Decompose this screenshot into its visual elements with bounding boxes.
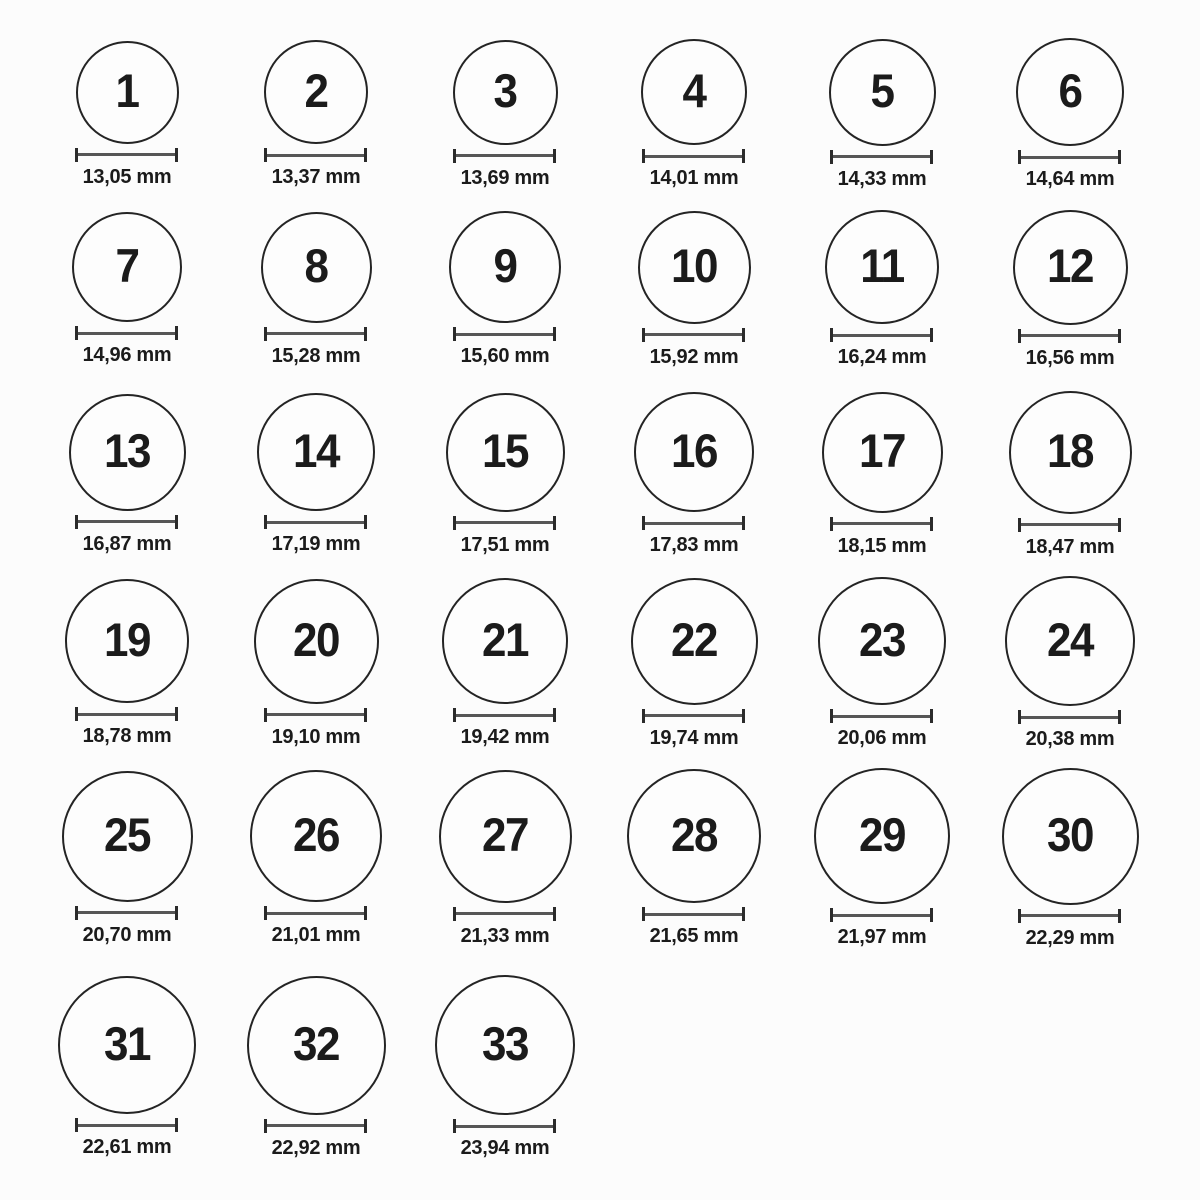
dimension-tick-right-icon: [930, 908, 933, 922]
diameter-dimension-line: [75, 1118, 178, 1132]
diameter-dimension-line: [642, 907, 745, 921]
ring-circle: [69, 394, 186, 511]
ring-circle: [825, 210, 939, 324]
diameter-dimension-line: [830, 517, 933, 531]
dimension-tick-right-icon: [1118, 518, 1121, 532]
diameter-dimension-line: [264, 515, 367, 529]
diameter-label: 13,37 mm: [271, 166, 361, 188]
ring-size-number: 13: [104, 425, 150, 478]
dimension-tick-left-icon: [453, 1119, 456, 1133]
diameter-label: 20,70 mm: [82, 923, 172, 946]
diameter-dimension-line: [75, 906, 178, 920]
ring-size-number: 14: [293, 425, 339, 478]
ring-circle: [453, 40, 558, 145]
diameter-label: 21,97 mm: [837, 926, 927, 948]
dimension-tick-right-icon: [364, 515, 367, 529]
dimension-tick-right-icon: [742, 516, 745, 530]
diameter-label: 19,42 mm: [460, 726, 550, 748]
diameter-dimension-line: [75, 326, 178, 340]
dimension-tick-right-icon: [742, 328, 745, 342]
dimension-tick-right-icon: [364, 327, 367, 341]
diameter-label: 17,19 mm: [271, 533, 361, 555]
ring-circle: [247, 976, 386, 1115]
ring-circle: [634, 392, 754, 512]
ring-size-number: 25: [104, 809, 150, 862]
diameter-dimension-line: [642, 516, 745, 530]
diameter-label: 18,47 mm: [1025, 535, 1115, 558]
ring-circle: [446, 393, 565, 512]
dimension-tick-left-icon: [1018, 518, 1021, 532]
ring-size-number: 24: [1047, 614, 1093, 667]
dimension-tick-left-icon: [830, 908, 833, 922]
dimension-tick-left-icon: [642, 328, 645, 342]
ring-size-number: 1: [115, 65, 139, 118]
diameter-label: 15,92 mm: [649, 345, 739, 368]
diameter-dimension-line: [264, 327, 367, 341]
ring-size-number: 18: [1047, 425, 1093, 478]
diameter-dimension-line: [264, 148, 367, 162]
ring-size-number: 4: [682, 65, 706, 118]
ring-circle: [58, 976, 196, 1114]
diameter-label: 15,60 mm: [460, 345, 550, 367]
ring-size-number: 21: [482, 614, 528, 667]
ring-circle: [442, 578, 568, 704]
dimension-tick-right-icon: [742, 907, 745, 921]
ring-circle: [449, 211, 561, 323]
dimension-tick-right-icon: [930, 517, 933, 531]
dimension-tick-right-icon: [930, 709, 933, 723]
ring-circle: [65, 579, 189, 703]
ring-size-number: 2: [304, 65, 328, 118]
ring-size-number: 29: [859, 809, 905, 862]
ring-circle: [1016, 38, 1124, 146]
dimension-tick-left-icon: [453, 708, 456, 722]
ring-size-number: 17: [859, 425, 905, 478]
dimension-tick-right-icon: [364, 1119, 367, 1133]
diameter-dimension-line: [264, 906, 367, 920]
dimension-tick-right-icon: [1118, 710, 1121, 724]
diameter-label: 20,38 mm: [1025, 728, 1115, 750]
diameter-label: 22,61 mm: [82, 1136, 172, 1158]
ring-circle: [627, 769, 761, 903]
dimension-tick-left-icon: [264, 148, 267, 162]
diameter-label: 18,15 mm: [837, 534, 927, 557]
dimension-tick-left-icon: [830, 150, 833, 164]
ring-size-number: 20: [293, 614, 339, 667]
ring-size-number: 27: [482, 809, 528, 862]
diameter-label: 22,92 mm: [271, 1136, 361, 1159]
ring-size-number: 19: [104, 614, 150, 667]
dimension-tick-left-icon: [830, 328, 833, 342]
dimension-tick-left-icon: [75, 515, 78, 529]
ring-circle: [1002, 768, 1139, 905]
dimension-tick-right-icon: [175, 326, 178, 340]
diameter-label: 21,33 mm: [460, 924, 550, 947]
diameter-dimension-line: [453, 708, 556, 722]
ring-circle: [257, 393, 375, 511]
diameter-label: 19,10 mm: [271, 725, 361, 748]
diameter-label: 22,29 mm: [1025, 926, 1115, 949]
diameter-dimension-line: [75, 707, 178, 721]
dimension-tick-left-icon: [264, 1119, 267, 1133]
ring-circle: [829, 39, 936, 146]
ring-size-number: 28: [671, 809, 717, 862]
ring-size-number: 12: [1047, 240, 1093, 293]
diameter-label: 16,56 mm: [1025, 346, 1115, 369]
diameter-label: 20,06 mm: [837, 727, 927, 749]
diameter-label: 14,96 mm: [82, 344, 172, 366]
ring-circle: [435, 975, 575, 1115]
dimension-tick-left-icon: [264, 708, 267, 722]
dimension-tick-left-icon: [1018, 710, 1021, 724]
ring-circle: [62, 771, 193, 902]
dimension-tick-right-icon: [175, 148, 178, 162]
dimension-tick-left-icon: [75, 1118, 78, 1132]
ring-circle: [822, 392, 943, 513]
ring-size-number: 30: [1047, 809, 1093, 862]
dimension-tick-right-icon: [930, 150, 933, 164]
dimension-tick-left-icon: [830, 517, 833, 531]
diameter-label: 14,64 mm: [1025, 168, 1115, 190]
diameter-label: 17,51 mm: [460, 533, 550, 556]
dimension-tick-right-icon: [553, 149, 556, 163]
dimension-tick-right-icon: [553, 1119, 556, 1133]
diameter-dimension-line: [830, 908, 933, 922]
diameter-dimension-line: [642, 709, 745, 723]
dimension-tick-left-icon: [264, 515, 267, 529]
ring-circle: [72, 212, 182, 322]
dimension-tick-right-icon: [175, 906, 178, 920]
diameter-dimension-line: [453, 516, 556, 530]
diameter-dimension-line: [453, 1119, 556, 1133]
dimension-tick-left-icon: [453, 149, 456, 163]
diameter-dimension-line: [75, 515, 178, 529]
ring-size-number: 26: [293, 809, 339, 862]
ring-size-number: 8: [304, 240, 328, 293]
ring-size-number: 6: [1058, 65, 1082, 118]
diameter-label: 19,74 mm: [649, 726, 739, 749]
ring-size-number: 11: [860, 240, 904, 293]
dimension-tick-left-icon: [75, 906, 78, 920]
ring-size-number: 23: [859, 614, 905, 667]
diameter-dimension-line: [830, 328, 933, 342]
ring-circle: [638, 211, 751, 324]
diameter-label: 14,01 mm: [649, 167, 739, 189]
ring-size-number: 5: [870, 65, 894, 118]
ring-size-number: 7: [115, 240, 139, 293]
diameter-label: 13,05 mm: [82, 165, 172, 188]
diameter-label: 16,24 mm: [837, 346, 927, 368]
dimension-tick-left-icon: [75, 707, 78, 721]
ring-circle: [631, 578, 758, 705]
ring-size-number: 33: [482, 1018, 528, 1071]
dimension-tick-left-icon: [642, 709, 645, 723]
dimension-tick-right-icon: [553, 708, 556, 722]
diameter-label: 21,65 mm: [649, 925, 739, 947]
diameter-dimension-line: [1018, 329, 1121, 343]
diameter-label: 14,33 mm: [837, 167, 927, 190]
ring-circle: [814, 768, 950, 904]
dimension-tick-right-icon: [742, 149, 745, 163]
dimension-tick-right-icon: [1118, 329, 1121, 343]
dimension-tick-left-icon: [453, 516, 456, 530]
ring-circle: [76, 41, 179, 144]
diameter-label: 15,28 mm: [271, 344, 361, 367]
diameter-dimension-line: [264, 1119, 367, 1133]
diameter-dimension-line: [453, 327, 556, 341]
ring-circle: [1005, 576, 1135, 706]
dimension-tick-right-icon: [742, 709, 745, 723]
diameter-dimension-line: [453, 149, 556, 163]
dimension-tick-left-icon: [264, 327, 267, 341]
dimension-tick-right-icon: [364, 148, 367, 162]
diameter-label: 17,83 mm: [649, 534, 739, 556]
dimension-tick-left-icon: [75, 148, 78, 162]
diameter-dimension-line: [453, 907, 556, 921]
ring-circle: [818, 577, 946, 705]
dimension-tick-left-icon: [453, 327, 456, 341]
dimension-tick-right-icon: [364, 708, 367, 722]
diameter-dimension-line: [75, 148, 178, 162]
diameter-dimension-line: [1018, 150, 1121, 164]
dimension-tick-left-icon: [264, 906, 267, 920]
ring-size-number: 16: [671, 425, 717, 478]
diameter-label: 18,78 mm: [82, 725, 172, 747]
diameter-label: 23,94 mm: [460, 1137, 550, 1159]
ring-circle: [439, 770, 572, 903]
diameter-label: 13,69 mm: [460, 166, 550, 189]
dimension-tick-right-icon: [1118, 150, 1121, 164]
ring-circle: [254, 579, 379, 704]
diameter-dimension-line: [642, 149, 745, 163]
ring-circle: [1009, 391, 1132, 514]
ring-size-number: 22: [671, 614, 717, 667]
dimension-tick-left-icon: [1018, 909, 1021, 923]
dimension-tick-left-icon: [642, 149, 645, 163]
dimension-tick-left-icon: [642, 907, 645, 921]
ring-circle: [264, 40, 368, 144]
ring-size-number: 9: [493, 240, 517, 293]
dimension-tick-right-icon: [175, 515, 178, 529]
dimension-tick-right-icon: [553, 327, 556, 341]
dimension-tick-left-icon: [1018, 329, 1021, 343]
ring-circle: [641, 39, 747, 145]
ring-circle: [250, 770, 382, 902]
dimension-tick-left-icon: [453, 907, 456, 921]
diameter-dimension-line: [830, 709, 933, 723]
ring-circle: [1013, 210, 1128, 325]
dimension-tick-left-icon: [830, 709, 833, 723]
diameter-label: 21,01 mm: [271, 924, 361, 946]
diameter-dimension-line: [1018, 909, 1121, 923]
dimension-tick-right-icon: [364, 906, 367, 920]
diameter-label: 16,87 mm: [82, 532, 172, 555]
ring-circle: [261, 212, 372, 323]
diameter-dimension-line: [642, 328, 745, 342]
dimension-tick-left-icon: [642, 516, 645, 530]
dimension-tick-right-icon: [1118, 909, 1121, 923]
ring-size-number: 3: [493, 65, 517, 118]
dimension-tick-right-icon: [553, 516, 556, 530]
dimension-tick-left-icon: [75, 326, 78, 340]
diameter-dimension-line: [1018, 710, 1121, 724]
dimension-tick-right-icon: [553, 907, 556, 921]
diameter-dimension-line: [830, 150, 933, 164]
dimension-tick-right-icon: [175, 707, 178, 721]
dimension-tick-left-icon: [1018, 150, 1021, 164]
ring-size-number: 10: [671, 240, 717, 293]
diameter-dimension-line: [264, 708, 367, 722]
ring-size-number: 32: [293, 1018, 339, 1071]
diameter-dimension-line: [1018, 518, 1121, 532]
dimension-tick-right-icon: [175, 1118, 178, 1132]
ring-size-number: 31: [104, 1018, 150, 1071]
dimension-tick-right-icon: [930, 328, 933, 342]
ring-size-number: 15: [482, 425, 528, 478]
